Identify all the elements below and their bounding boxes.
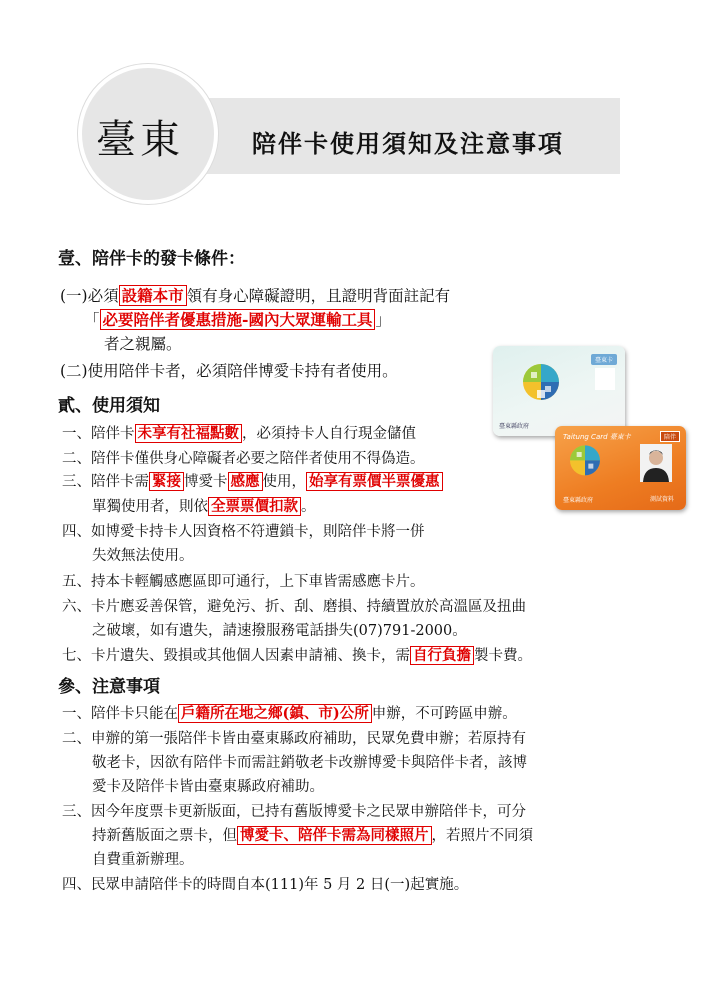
card-issuer: 臺東縣政府 (563, 497, 594, 504)
section-heading-3: 參、注意事項 (58, 677, 160, 697)
condition-2: (二)使用陪伴卡者，必須陪伴博愛卡持有者使用。 (60, 362, 398, 380)
person-photo-icon (640, 444, 672, 482)
photo-placeholder (595, 368, 615, 390)
usage-2: 二、陪伴卡僅供身心障礙者必要之陪伴者使用不得偽造。 (62, 451, 425, 467)
card-type-tag: 陪伴 (660, 431, 680, 442)
usage-4-cont: 失效無法使用。 (92, 548, 194, 564)
usage-1: 一、陪伴卡 未享有社福點數 ，必須持卡人自行現金儲值 (62, 425, 416, 442)
condition-1-cont: 「 必要陪伴者優惠措施-國內大眾運輸工具 」 (84, 310, 391, 329)
usage-7: 七、卡片遺失、毀損或其他個人因素申請補、換卡，需 自行負擔 製卡費。 (62, 647, 532, 664)
companion-card-image (555, 426, 686, 510)
highlight-residence: 設籍本市 (119, 285, 187, 306)
condition-1-tail: 者之親屬。 (104, 335, 182, 353)
balloon-logo-icon (565, 442, 605, 482)
notice-3-cont: 持新舊版面之票卡，但 博愛卡、陪伴卡需為同樣照片 ，若照片不同須 (92, 827, 533, 844)
page-title: 陪伴卡使用須知及注意事項 (252, 130, 564, 158)
highlight-transport-note: 必要陪伴者優惠措施-國內大眾運輸工具 (100, 309, 376, 330)
section-heading-1: 壹、陪伴卡的發卡條件： (58, 249, 245, 269)
notice-2-cont1: 敬老卡，因欲有陪伴卡而需註銷敬老卡改辦博愛卡與陪伴卡者，該博 (92, 755, 527, 771)
usage-3: 三、陪伴卡需 緊接 博愛卡 感應 使用， 始享有票價半票優惠 (62, 472, 443, 492)
usage-4: 四、如博愛卡持卡人因資格不符遭鎖卡，則陪伴卡將一併 (62, 524, 425, 540)
card-issuer: 臺東縣政府 (499, 423, 530, 430)
card-type-tag: 臺東卡 (591, 354, 617, 365)
notice-2: 二、申辦的第一張陪伴卡皆由臺東縣政府補助，民眾免費申辦；若原持有 (62, 731, 526, 747)
love-card-image (493, 346, 625, 436)
section-heading-2: 貳、使用須知 (58, 396, 160, 416)
notice-3: 三、因今年度票卡更新版面，已持有舊版博愛卡之民眾申辦陪伴卡，可分 (62, 804, 526, 820)
notice-4: 四、民眾申請陪伴卡的時間自本(111)年 5 月 2 日(一)起實施。 (62, 877, 469, 893)
notice-3-cont2: 自費重新辦理。 (92, 852, 194, 868)
notice-2-cont2: 愛卡及陪伴卡皆由臺東縣政府補助。 (92, 779, 324, 795)
notice-1: 一、陪伴卡只能在 戶籍所在地之鄉(鎮、市)公所 申辦，不可跨區申辦。 (62, 705, 517, 722)
usage-5: 五、持本卡輕觸感應區即可通行，上下車皆需感應卡片。 (62, 574, 425, 590)
condition-1: (一)必須 設籍本市 領有身心障礙證明，且證明背面註記有 (60, 286, 451, 305)
holder-photo (640, 444, 672, 482)
header-city: 臺東 (96, 117, 184, 163)
usage-6-cont: 之破壞，如有遺失，請速撥服務電話掛失(07)791-2000。 (92, 623, 467, 639)
balloon-logo-icon (517, 360, 565, 408)
usage-3-cont: 單獨使用者，則依 全票票價扣款 。 (92, 498, 316, 515)
card-name: Taitung Card 臺東卡 (563, 433, 631, 441)
test-data-label: 測試資料 (649, 496, 674, 503)
usage-6: 六、卡片應妥善保管，避免污、折、刮、磨損、持續置放於高溫區及扭曲 (62, 599, 526, 615)
